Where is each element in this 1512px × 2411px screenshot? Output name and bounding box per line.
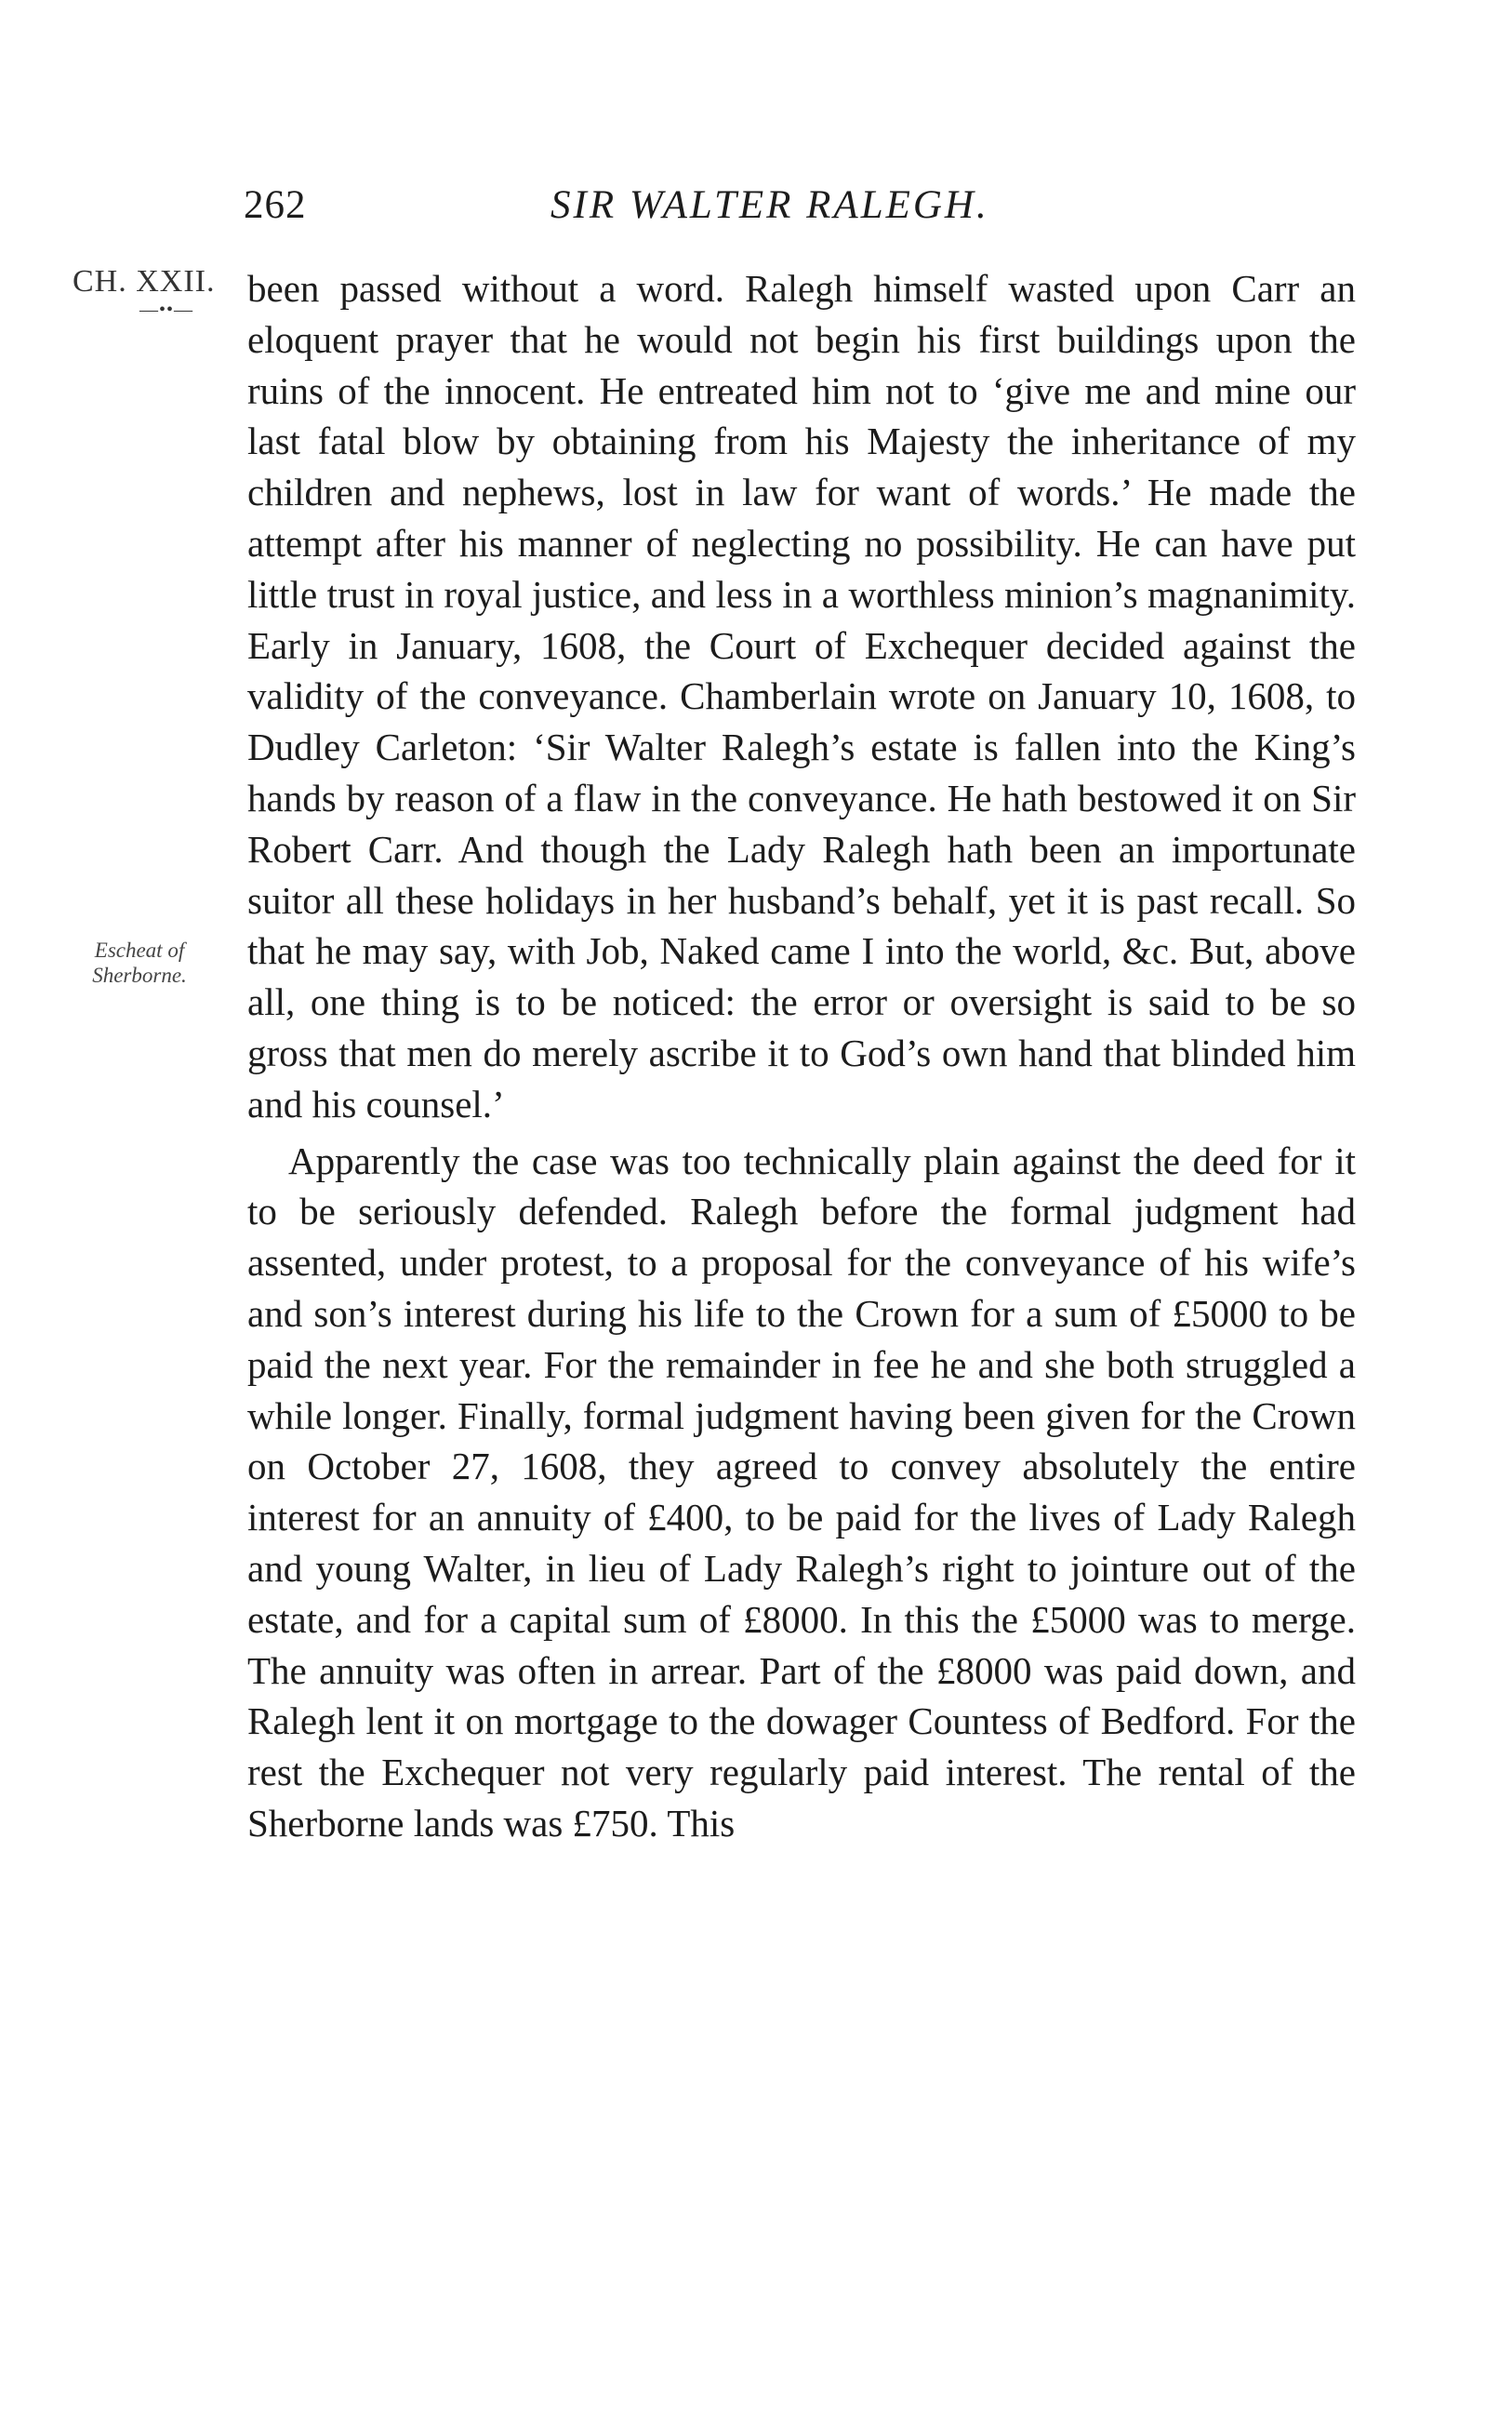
- body-text: [247, 263, 1356, 1849]
- paragraph: Apparently the case was too technically plain against the deed for it to be seriously defended. Ralegh before the formal judgment had assented, under protest, to a proposal for the conveyance of his wife’s and son’s interest during his life to the Crown for a sum of £5000 to be paid the next year. For the remainder in fee he and she both struggled a while longer. Finally, formal judgment having been given for the Crown on October 27, 1608, they agreed to convey absolutely the entire interest for an annuity of £400, to be paid for the lives of Lady Ralegh and young Walter, in lieu of Lady Ralegh’s right to jointure out of the estate, and for a capital sum of £8000. In this the £5000 was to merge. The annuity was often in arrear. Part of the £8000 was paid down, and Ralegh lent it on mortgage to the dowager Countess of Bedford. For the rest the Exchequer not very regularly paid interest. The rental of the Sherborne lands was £750. This: [247, 1139, 1356, 1845]
- paragraph-continued: been passed without a word. Ralegh himself wasted upon Carr an eloquent prayer that he would not begin his first buildings upon the ruins of the innocent. He entreated him not to ‘give me and mine our last fatal blow by obtaining from his Majesty the inheritance of my children and nephews, lost in law for want of words.’ He made the attempt after his manner of neglecting no possibility. He can have put little trust in royal justice, and less in a worthless minion’s magnanimity. Early in January, 1608, the Court of Exchequer decided against the validity of the conveyance. Chamberlain wrote on January 10, 1608, to Dudley Carleton: ‘Sir Walter Ralegh’s estate is fallen into the King’s hands by reason of a flaw in the conveyance. He hath bestowed it on Sir Robert Carr. And though the Lady Ralegh hath been an importunate suitor all these holidays in her husband’s behalf, yet it is past recall. So that he may say, with Job, Naked came I into the world, &c. But, above all, one thing is to be noticed: the error or oversight is said to be so gross that men do merely ascribe it to God’s own hand that blinded him and his counsel.’: [247, 267, 1356, 1126]
- page-number: 262: [244, 183, 307, 227]
- running-title: SIR WALTER RALEGH.: [550, 183, 989, 227]
- ornament-divider: —••—: [139, 300, 194, 320]
- page-header: [244, 182, 1359, 238]
- chapter-marker: CH. XXII.: [73, 264, 216, 299]
- margin-sidenote: Escheat of Sherborne.: [92, 939, 187, 987]
